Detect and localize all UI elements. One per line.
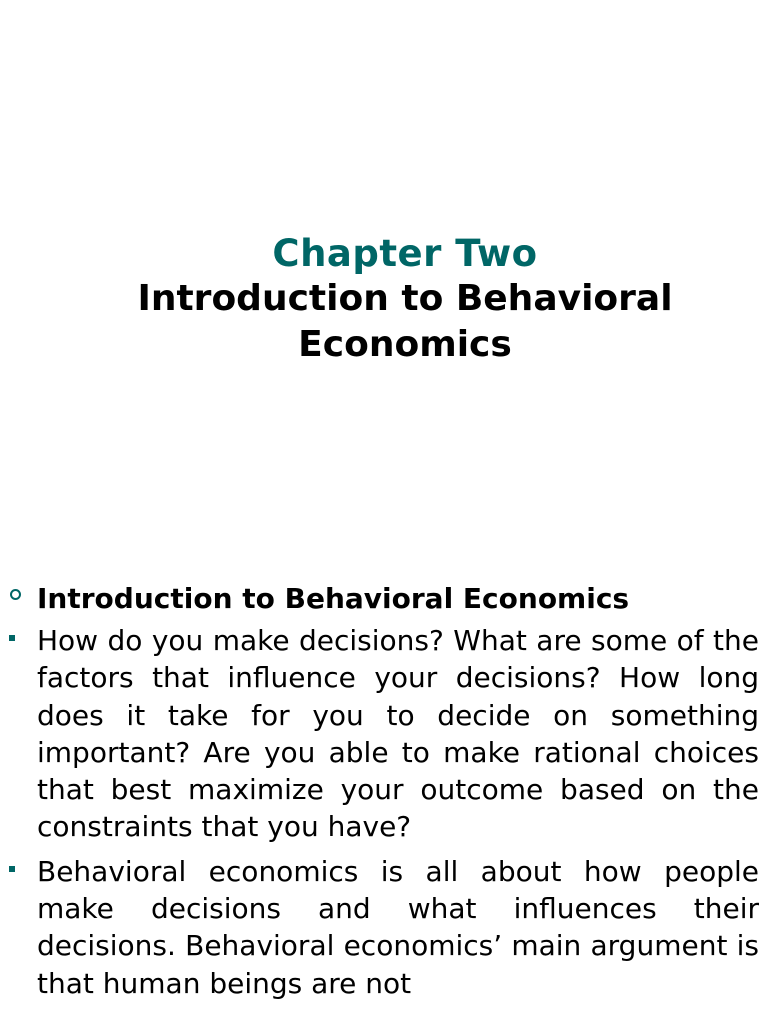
square-bullet-icon bbox=[9, 866, 15, 872]
slide-title-line-2: Economics bbox=[298, 324, 512, 365]
section-heading: Introduction to Behavioral Economics bbox=[37, 582, 630, 615]
square-bullet-icon bbox=[9, 635, 15, 641]
ring-bullet-icon bbox=[10, 589, 21, 600]
bullet-item bbox=[0, 853, 768, 1002]
section-heading-item bbox=[0, 578, 768, 620]
bullet-text: Behavioral economics is all about how people make decisions and what influences their decisions. Behavioral economics’ main argument is that human beings are not bbox=[37, 854, 759, 1000]
bullet-item bbox=[0, 622, 768, 846]
bullet-text: How do you make decisions? What are some of the factors that influence your decisions? How long does it take for you to decide on something important? Are you able to make rational choices that best maximize your outcome based on the constraints that you have? bbox=[37, 624, 759, 844]
chapter-title: Chapter Two bbox=[272, 232, 538, 275]
slide-title bbox=[60, 276, 750, 368]
slide-title-line-1: Introduction to Behavioral bbox=[137, 278, 673, 319]
slide-body bbox=[0, 578, 768, 1002]
title-block bbox=[60, 230, 750, 368]
